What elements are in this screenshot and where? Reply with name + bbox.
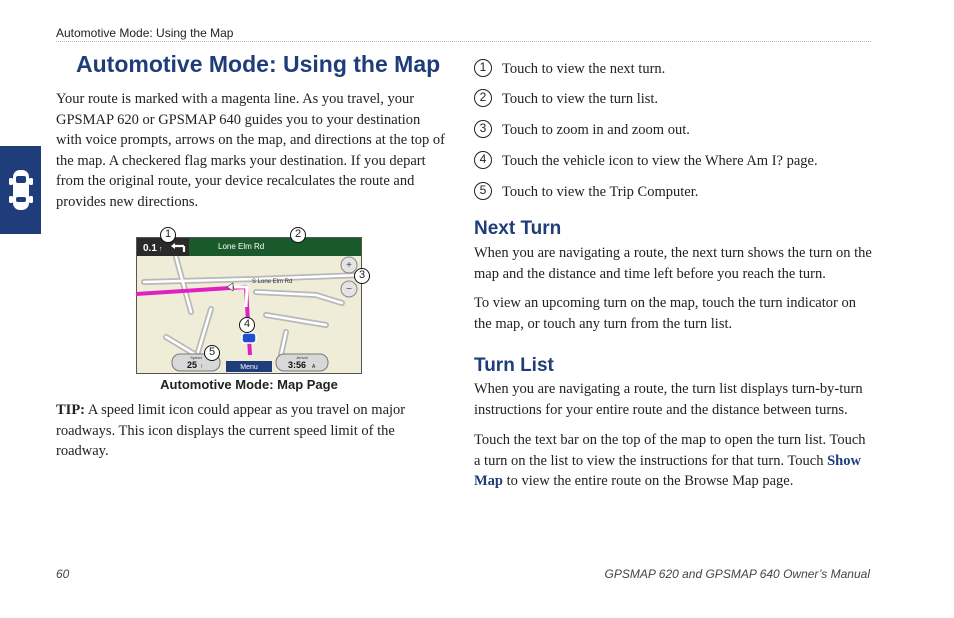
menu-button[interactable] — [226, 361, 272, 372]
page-title: Automotive Mode: Using the Map — [76, 51, 441, 77]
svg-text:Menu: Menu — [240, 364, 258, 371]
next-turn-paragraph-1: When you are navigating a route, the next turn shows the turn on the map and the distance and time left before you reach the turn. — [474, 245, 872, 282]
running-head: Automotive Mode: Using the Map — [56, 26, 234, 40]
callout-description: Touch to view the next turn. — [502, 61, 666, 77]
arrival-field[interactable] — [276, 354, 328, 371]
map-page-screenshot — [136, 237, 362, 374]
figure-caption: Automotive Mode: Map Page — [160, 377, 338, 392]
turn-list-text-a: Touch the text bar on the top of the map to open the turn list. Touch a turn on the list to view the instructions for that turn. Touch — [474, 432, 866, 469]
svg-text:+: + — [346, 260, 352, 271]
callout-item — [474, 119, 874, 141]
callout-item — [474, 88, 874, 110]
header-rule — [56, 41, 871, 42]
tip-paragraph — [56, 400, 436, 462]
map-page-figure — [136, 237, 362, 374]
callout-description: Touch to view the turn list. — [502, 91, 659, 107]
turn-list-paragraph-1: When you are navigating a route, the turn list displays turn-by-turn instructions for your entire route and the distance between turns. — [474, 381, 863, 418]
page-number: 60 — [56, 567, 70, 581]
vehicle-icon[interactable] — [242, 333, 256, 343]
svg-text:Arrival: Arrival — [296, 355, 308, 360]
callout-description: Touch the vehicle icon to view the Where Am I? page. — [502, 153, 818, 169]
callout-description: Touch to view the Trip Computer. — [502, 184, 699, 200]
callout-description: Touch to zoom in and zoom out. — [502, 122, 690, 138]
callout-number: 1 — [474, 59, 492, 77]
callout-number: 2 — [474, 89, 492, 107]
section-tab-automotive[interactable] — [0, 146, 41, 234]
turn-list-paragraph-2 — [474, 430, 874, 492]
callout-item — [474, 150, 874, 172]
map-street-label: S Lone Elm Rd — [252, 279, 293, 285]
svg-text:↑: ↑ — [200, 364, 203, 370]
figure-callout-5: 5 — [204, 345, 220, 361]
svg-text:3:56: 3:56 — [288, 360, 307, 370]
next-turn-paragraph-2: To view an upcoming turn on the map, touch the turn indicator on the map, or touch any turn from the turn list. — [474, 295, 856, 332]
turn-list-text-b: to view the entire route on the Browse Map page. — [503, 473, 794, 489]
svg-text:25: 25 — [187, 360, 198, 370]
car-icon — [6, 164, 36, 216]
callout-item — [474, 58, 874, 80]
show-map-link[interactable]: Show Map — [474, 452, 861, 489]
svg-text:↑: ↑ — [159, 246, 163, 253]
tip-label: TIP: — [56, 402, 85, 418]
zoom-out-button[interactable] — [341, 281, 357, 297]
figure-callout-2: 2 — [290, 227, 306, 243]
callout-item — [474, 181, 874, 203]
svg-text:Speed: Speed — [190, 355, 202, 360]
next-turn-distance[interactable]: 0.1 — [143, 243, 157, 254]
callout-number: 3 — [474, 120, 492, 138]
svg-text:−: − — [346, 284, 352, 295]
svg-text:A: A — [312, 364, 316, 370]
tip-text: A speed limit icon could appear as you travel on major roadways. This icon displays the current speed limit of the roadway. — [56, 402, 406, 459]
figure-callout-4: 4 — [239, 317, 255, 333]
figure-callout-3: 3 — [354, 268, 370, 284]
next-turn-heading: Next Turn — [474, 218, 562, 239]
figure-callout-1: 1 — [160, 227, 176, 243]
top-street-name[interactable]: Lone Elm Rd — [218, 242, 265, 251]
callout-number: 4 — [474, 151, 492, 169]
callout-number: 5 — [474, 182, 492, 200]
manual-title: GPSMAP 620 and GPSMAP 640 Owner’s Manual — [604, 567, 870, 581]
turn-list-heading: Turn List — [474, 355, 554, 376]
intro-paragraph: Your route is marked with a magenta line. As you travel, your GPSMAP 620 or GPSMAP 640 guides you to your destination with voice prompts, arrows on the map, and directions at the top of the map. A checkered flag marks your destination. If you depart from the original route, your device recalculates the route and provides new directions. — [56, 91, 445, 210]
